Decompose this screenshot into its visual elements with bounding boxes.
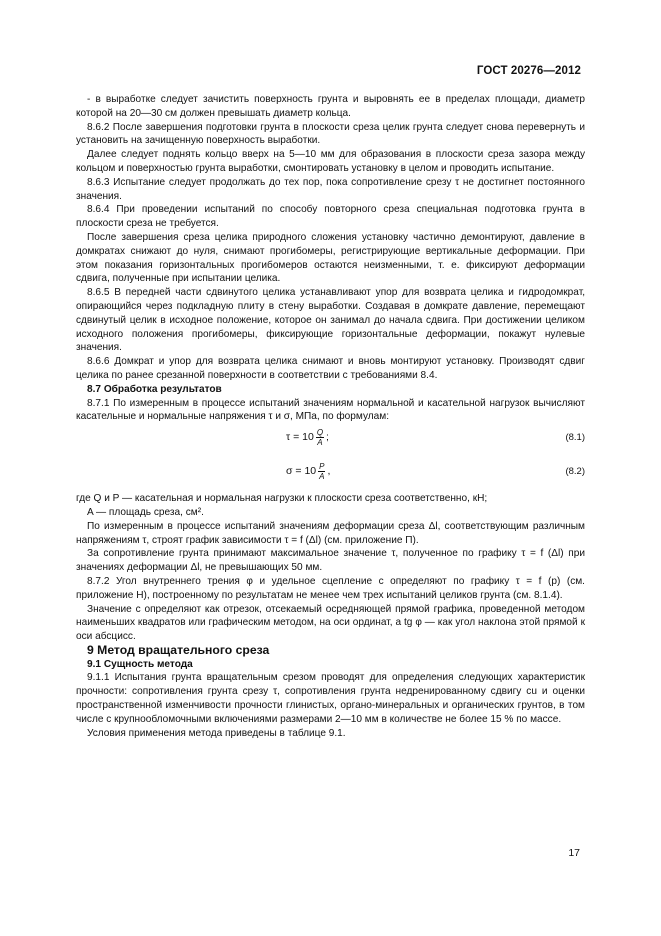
paragraph: 8.6.4 При проведении испытаний по способу повторного среза специальная подготовка грунта в плоскости среза не требуется. (76, 204, 585, 230)
paragraph: - в выработке следует зачистить поверхность грунта и выровнять ее в пределах площади, диаметр которой на 20—30 см должен превышать диаметр кольца. (76, 94, 585, 119)
formula-eq: = 10 (295, 464, 317, 477)
document-body (76, 93, 585, 740)
fraction-numerator: Q (316, 428, 324, 438)
paragraph: После завершения среза целика природного сложения установку частично демонтируют, давление в домкратах снижают до нуля, снимают прогибомеры, регистрирующие вертикальные деформации. При этом показания горизонтальных прогибомеров остаются неизменными, т. е. фиксируют деформации сдвига, полученные при испытании целика. (76, 231, 585, 285)
section-heading-9: 9 Метод вращательного среза (87, 642, 270, 657)
fraction-denominator: A (317, 438, 323, 448)
paragraph: Далее следует поднять кольцо вверх на 5—10 мм для образования в плоскости среза зазора между кольцом и поверхностью грунта выработки, смонтировать установку в целом и проводить испытание. (76, 149, 585, 174)
formula-fraction (318, 462, 325, 481)
formula-eq: = 10 (293, 430, 314, 443)
fraction-numerator: P (319, 462, 325, 472)
paragraph: За сопротивление грунта принимают максимальное значение τ, полученное по графику τ = f (Δl) при значениях деформации Δl, не превышающих 50 мм. (76, 548, 585, 574)
paragraph: 8.6.6 Домкрат и упор для возврата целика снимают и вновь монтируют установку. Производят сдвиг целика по ранее срезанной поверхности в соответствии с требованиями 8.4. (76, 356, 585, 381)
formula-tail: , (327, 464, 331, 477)
section-heading-9-1: 9.1 Сущность метода (87, 658, 193, 670)
document-header: ГОСТ 20276—2012 (476, 65, 581, 77)
formula-number: (8.1) (565, 432, 585, 444)
page-number: 17 (568, 847, 580, 859)
paragraph: По измеренным в процессе испытаний значениям деформации среза Δl, соответствующим различным напряжениям τ, строят график зависимости τ = f (Δl) (см. приложение П). (76, 520, 585, 546)
paragraph: Условия применения метода приведены в таблице 9.1. (87, 727, 346, 739)
formula-lhs: σ (286, 464, 293, 477)
paragraph: Значение c определяют как отрезок, отсекаемый осредняющей прямой графика, проведенной методом наименьших квадратов или графическим методом, на оси ординат, а tg φ — как угол наклона этой прямой к оси абсцисс. (76, 603, 585, 643)
paragraph: 8.7.2 Угол внутреннего трения φ и удельное сцепление c определяют по графику τ = f (p) (см. приложение Н), построенному по результатам не менее чем трех испытаний целиков грунта (см. 8.1.4). (76, 575, 585, 601)
formula-legend: где Q и P — касательная и нормальная нагрузки к плоскости среза соответственно, кН; (76, 493, 488, 505)
formula-number: (8.2) (565, 466, 585, 478)
formula-8-2 (76, 458, 585, 492)
section-heading-8-7: 8.7 Обработка результатов (87, 383, 222, 395)
formula-lhs: τ (286, 430, 291, 443)
paragraph: 8.6.3 Испытание следует продолжать до тех пор, пока сопротивление срезу τ не достигнет постоянного значения. (76, 176, 585, 202)
formula-tail: ; (326, 430, 329, 443)
paragraph: 9.1.1 Испытания грунта вращательным срезом проводят для определения следующих характеристик прочности: сопротивления грунта срезу τ, сопротивления грунта недренированному сдвигу cu и оценки пространственной изменчивости прочности глинистых, органо-минеральных и органических грунтов, в том числе с крупнообломочными включениями размерами 2—10 мм в количестве не более 15 % по массе. (76, 672, 585, 725)
formula-8-1 (76, 424, 585, 458)
formula-fraction (316, 428, 324, 447)
paragraph: 8.7.1 По измеренным в процессе испытаний значениям нормальной и касательной нагрузок вычисляют касательные и нормальные напряжения τ и σ, МПа, по формулам: (76, 397, 585, 423)
formula-legend: A — площадь среза, см². (87, 506, 204, 518)
paragraph: 8.6.5 В передней части сдвинутого целика устанавливают упор для возврата целика и гидродомкрат, опирающийся через подкладную плиту в стену выработки. Создавая в домкрате давление, перемещают сдвинутый целик в исходное положение, которое он занимал до начала сдвига. При достижении целиком исходного положения прогибомеры, фиксирующие горизонтальные деформации, покажут нулевые значения. (76, 287, 585, 354)
paragraph: 8.6.2 После завершения подготовки грунта в плоскости среза целик грунта следует снова перевернуть и установить на зачищенную поверхность выработки. (76, 121, 585, 147)
fraction-denominator: A (319, 472, 325, 482)
